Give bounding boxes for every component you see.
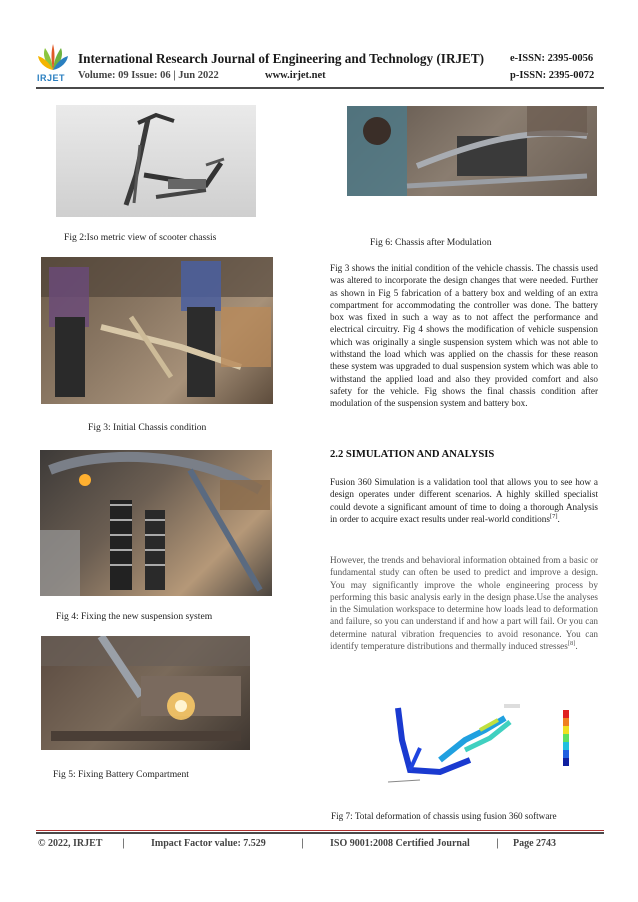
body-paragraph-1: Fig 3 shows the initial condition of the vehicle chassis. The chassis used was altered to incorporate the design changes that were needed. Further as shown in Fig 5 fabrication of a battery box and welding of an extra compartment for accommodating the controller was done. The battery box was fixed in such a way as to not affect the performance and electrical circuitry. Fig 4 shows the modification of vehicle suspension which was originally a single suspension system which was not able to withstand the load which was applied on the chassis for these reason these system was upgraded to dual suspension system which was able to withstand the applied load and also they provided comfort and also safety for the vehicle. Fig shows the final chassis condition after modulation of the suspension system and battery box.	[330, 263, 598, 409]
footer-separator: |	[496, 838, 499, 849]
citation-7: [7]	[549, 512, 558, 520]
footer-iso: ISO 9001:2008 Certified Journal	[330, 838, 470, 849]
footer-separator: |	[301, 838, 304, 849]
body-paragraph-3	[330, 554, 598, 652]
volume-issue: Volume: 09 Issue: 06 | Jun 2022	[78, 70, 219, 81]
footer-copyright: © 2022, IRJET	[38, 838, 103, 849]
para2-end: .	[557, 513, 560, 524]
logo-text: IRJET	[37, 73, 66, 83]
fig5-image	[41, 636, 250, 750]
fig5-caption: Fig 5: Fixing Battery Compartment	[53, 769, 189, 780]
journal-website-link[interactable]: www.irjet.net	[265, 70, 326, 81]
fig3-caption: Fig 3: Initial Chassis condition	[88, 422, 207, 433]
header-rule	[36, 87, 604, 89]
footer-page-number: Page 2743	[513, 838, 557, 849]
p-issn: p-ISSN: 2395-0072	[510, 70, 595, 81]
para2-text: Fusion 360 Simulation is a validation tool that allows you to see how a design operates under different scenarios. A highly skilled specialist could devote a significant amount of time to doing a thorough Analysis in order to acquire exact results under real-world conditions	[330, 477, 598, 524]
footer-rule-red	[36, 830, 604, 831]
fig7-caption: Fig 7: Total deformation of chassis using fusion 360 software	[331, 811, 557, 821]
fig4-image	[40, 450, 272, 596]
fig6-image	[347, 106, 597, 196]
para3-text: However, the trends and behavioral information obtained from a basic or fundamental study can often be used to predict and improve a design. You may significantly improve the whole engineering process by performing this basic analysis early in the design phase.Use the analyses in the Simulation workspace to determine how loads lead to deformation and failure, so you can understand if and how a part will fail. Or you can determine natural vibration frequencies to avoid resonance. You can identify temperature distributions and thermally induced stresses	[330, 555, 598, 652]
footer	[38, 838, 556, 849]
journal-title: International Research Journal of Engineering and Technology (IRJET)	[78, 51, 485, 66]
footer-rule-dark	[36, 832, 604, 834]
fig6-caption: Fig 6: Chassis after Modulation	[370, 237, 492, 248]
fig3-image	[41, 257, 273, 404]
footer-separator: |	[122, 838, 125, 849]
fig4-caption: Fig 4: Fixing the new suspension system	[56, 611, 213, 622]
fig2-caption: Fig 2:Iso metric view of scooter chassis	[64, 232, 217, 243]
journal-logo	[36, 42, 70, 84]
e-issn: e-ISSN: 2395-0056	[510, 53, 594, 64]
fig7-image	[380, 700, 585, 790]
body-paragraph-2	[330, 476, 598, 525]
para3-end: .	[575, 641, 578, 652]
fig2-image	[56, 105, 256, 217]
footer-impact-factor: Impact Factor value: 7.529	[151, 838, 266, 849]
section-heading: 2.2 SIMULATION AND ANALYSIS	[330, 449, 495, 460]
citation-8: [8]	[567, 640, 576, 648]
